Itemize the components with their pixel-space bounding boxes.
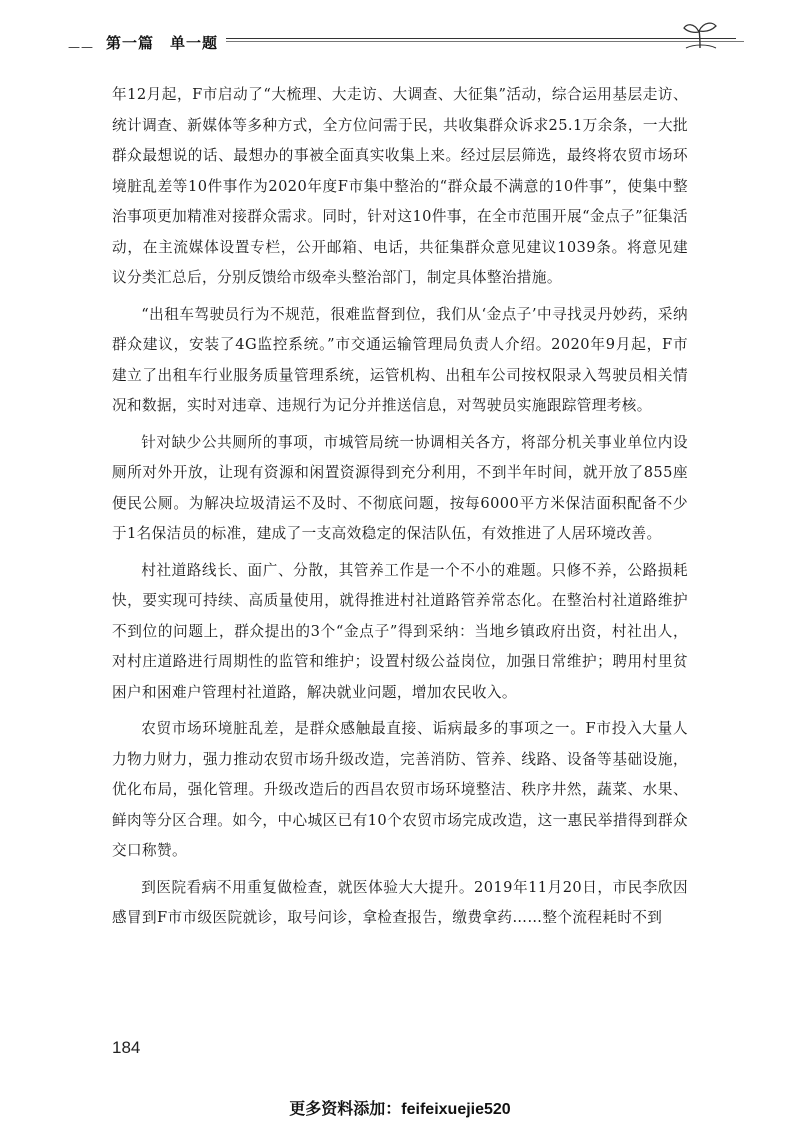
- page-number: 184: [112, 1038, 141, 1057]
- body-text: [112, 80, 688, 940]
- header-topic: 单一题: [170, 34, 219, 52]
- header-rule-thin: [226, 41, 744, 42]
- sprout-icon: [680, 18, 720, 50]
- paragraph-3: 针对缺少公共厕所的事项，市城管局统一协调相关各方，将部分机关事业单位内设厕所对外开放，让现有资源和闲置资源得到充分利用，不到半年时间，就开放了855座便民公厕。为解决垃圾清运不及时、不彻底问题，按每6000平方米保洁面积配备不少于1名保洁员的标准，建成了一支高效稳定的保洁队伍，有效推进了人居环境改善。: [112, 433, 688, 542]
- header-dashes: ——: [68, 40, 94, 54]
- watermark-prefix: 更多资料添加：: [289, 1099, 402, 1118]
- paragraph-4: 村社道路线长、面广、分散，其管养工作是一个不小的难题。只修不养，公路损耗快，要实现可持续、高质量使用，就得推进村社道路管养常态化。在整治村社道路维护不到位的问题上，群众提出的3个“金点子”得到采纳：当地乡镇政府出资，村社出人，对村庄道路进行周期性的监管和维护；设置村级公益岗位，加强日常维护；聘用村里贫困户和困难户管理村社道路，解决就业问题，增加农民收入。: [112, 561, 688, 701]
- header-rule: [226, 38, 736, 39]
- header-label: [106, 32, 218, 53]
- watermark: [0, 1096, 800, 1119]
- paragraph-2: “出租车驾驶员行为不规范，很难监督到位，我们从‘金点子’中寻找灵丹妙药，采纳群众建议，安装了4G监控系统。”市交通运输管理局负责人介绍。2020年9月起，F市建立了出租车行业服务质量管理系统，运管机构、出租车公司按权限录入驾驶员相关情况和数据，实时对违章、违规行为记分并推送信息，对驾驶员实施跟踪管理考核。: [112, 305, 688, 414]
- paragraph-1: 年12月起，F市启动了“大梳理、大走访、大调查、大征集”活动，综合运用基层走访、统计调查、新媒体等多种方式，全方位问需于民，共收集群众诉求25.1万余条，一大批群众最想说的话、最想办的事被全面真实收集上来。经过层层筛选，最终将农贸市场环境脏乱差等10件事作为2020年度F市集中整治的“群众最不满意的10件事”，使集中整治事项更加精准对接群众需求。同时，针对这10件事，在全市范围开展“金点子”征集活动，在主流媒体设置专栏，公开邮箱、电话，共征集群众意见建议1039条。将意见建议分类汇总后，分别反馈给市级牵头整治部门，制定具体整治措施。: [112, 86, 688, 286]
- watermark-id: feifeixuejie520: [401, 1101, 511, 1118]
- paragraph-5: 农贸市场环境脏乱差，是群众感触最直接、诟病最多的事项之一。F市投入大量人力物力财力，强力推动农贸市场升级改造，完善消防、管养、线路、设备等基础设施，优化布局，强化管理。升级改造后的西昌农贸市场环境整洁、秩序井然，蔬菜、水果、鲜肉等分区合理。如今，中心城区已有10个农贸市场完成改造，这一惠民举措得到群众交口称赞。: [112, 720, 688, 859]
- header-part: 第一篇: [106, 34, 155, 52]
- running-header: [58, 24, 718, 56]
- paragraph-6: 到医院看病不用重复做检查，就医体验大大提升。2019年11月20日，市民李欣因感冒到F市市级医院就诊，取号问诊，拿检查报告，缴费拿药……整个流程耗时不到: [112, 878, 688, 926]
